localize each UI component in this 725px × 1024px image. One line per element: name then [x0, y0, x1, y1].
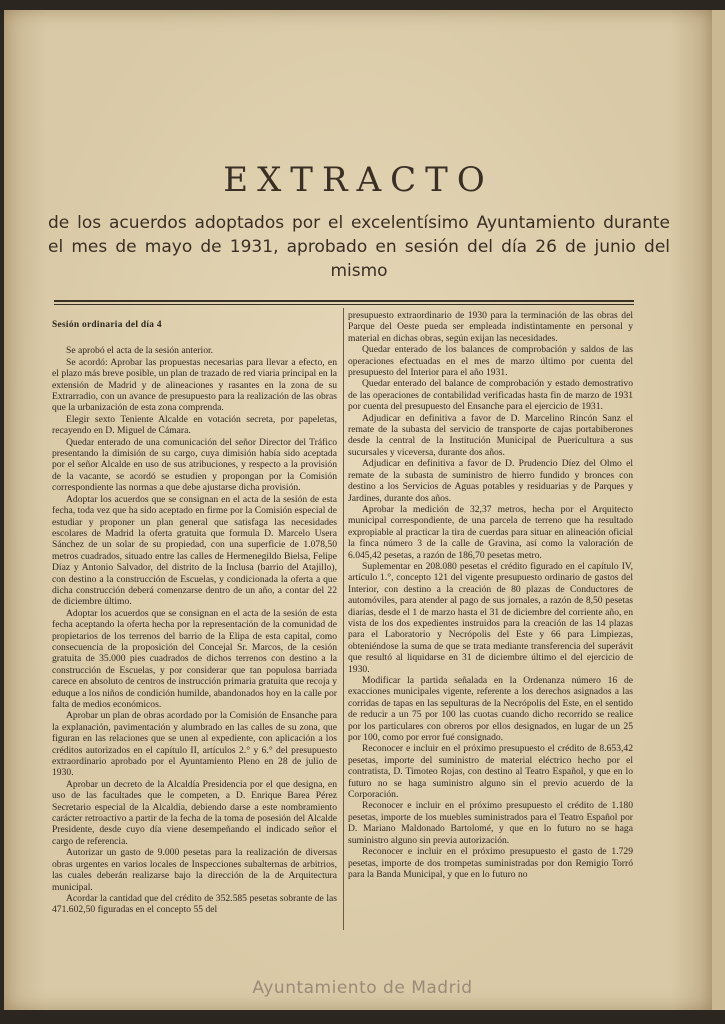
paragraph: Suplementar en 208.080 pesetas el crédito figurado en el capítulo IV, artículo 1.°, concepto 121 del vigente presupuesto ordinario de gastos del Interior, con destino a la creación de 80 plazas de Conductores de automóviles, para atender al pago de sus jornales, a razón de 8,50 pesetas diarias, desde el 1 de marzo hasta el 31 de diciembre del corriente año, en vista de los dos expedientes instruidos para la creación de las 14 plazas para el Laboratorio y Necrópolis del Este y 66 para Limpiezas, obteniéndose la suma de que se trata mediante transferencia del superávit que resultó al liquidarse en 31 de diciembre último el del ejercicio de 1930.	[348, 560, 633, 675]
left-column	[52, 320, 337, 945]
paragraph: presupuesto extraordinario de 1930 para la terminación de las obras del Parque del Oeste pueda ser empleada indistintamente en personal y material en dichas obras, según exijan las necesidades.	[348, 310, 633, 344]
paragraph: Autorizar un gasto de 9.000 pesetas para la realización de diversas obras urgentes en varios locales de Inspecciones subalternas de arbitrios, las cuales deberán realizarse bajo la dirección de la de Arquitectura municipal.	[52, 847, 337, 893]
paragraph: Aprobar un decreto de la Alcaldía Presidencia por el que designa, en uso de las facultades que le competen, a D. Enrique Barea Pérez Secretario especial de la Alcaldía, debiendo darse a este nombramiento carácter retroactivo a partir de la fecha de la toma de posesión del Alcalde Presidente, desde cuyo día viene desempeñando el indicado señor el cargo de referencia.	[52, 778, 337, 847]
title-rule-thin	[54, 304, 634, 305]
paragraph: Quedar enterado del balance de comprobación y estado demostrativo de las operaciones de contabilidad verificadas hasta fin de marzo de 1931 por cuenta del presupuesto del Ensanche para el ejercicio de 1931.	[348, 378, 633, 413]
paragraph: Quedar enterado de los balances de comprobación y saldos de las operaciones efectuadas en el mes de marzo último por cuenta del presupuesto del Interior para el año 1931.	[348, 344, 633, 379]
paragraph: Elegir sexto Teniente Alcalde en votación secreta, por papeletas, recayendo en D. Miguel de Cámara.	[52, 413, 337, 437]
column-divider	[343, 308, 344, 930]
paragraph: Adjudicar en definitiva a favor de D. Marcelino Rincón Sanz el remate de la subasta del servicio de transporte de cajas portabiberones desde la central de la Institución Municipal de Puericultura a sus sucursales y viceversa, durante dos años.	[348, 412, 633, 458]
paragraph: Acordar la cantidad que del crédito de 352.585 pesetas sobrante de las 471.602,50 figuradas en el concepto 55 del	[52, 892, 337, 916]
title-rule	[54, 300, 634, 302]
document-page	[4, 10, 713, 1010]
document-subtitle: de los acuerdos adoptados por el excelentísimo Ayuntamiento durante el mes de mayo de 1931, aprobado en sesión del día 26 de junio del mismo	[48, 213, 670, 281]
paragraph: Adoptar los acuerdos que se consignan en el acta de la sesión de esta fecha aceptando la oferta hecha por la representación de la comunidad de propietarios de los terrenos del barrio de la Elipa de esta capital, como consecuencia de la proposición del Concejal Sr. Marcos, de la cesión gratuita de 35.000 pies cuadrados de dichos terrenos con destino a la construcción de Escuelas, y por considerar que tan populosa barriada carece en absoluto de centros de instrucción primaria gratuita que recoja y eduque a los niños de condición humilde, abandonados hoy en la calle por falta de medios económicos.	[52, 607, 337, 710]
paragraph: Modificar la partida señalada en la Ordenanza número 16 de exacciones municipales vigente, referente a los derechos asignados a las corridas de tapas en las sepulturas de la Necrópolis del Este, en el sentido de reducir a un 75 por 100 las cuotas cuando dicho recorrido se realice por los particulares con obreros por ellos designados, en lugar de un 25 por 100, como por error fué consignado.	[348, 675, 633, 744]
page-edge	[712, 10, 725, 1010]
paragraph: Adoptar los acuerdos que se consignan en el acta de la sesión de esta fecha, toda vez que ha sido aceptado en firme por la Comisión especial de estudiar y proponer un plan general que satisfaga las necesidades escolares de Madrid la oferta gratuita que formula D. Marcelo Usera Sánchez de un solar de su propiedad, con una superficie de 1.078,50 metros cuadrados, situado entre las calles de Hermenegildo Bielsa, Felipe Díaz y Antonio Salvador, del distrito de la Inclusa (barrio del Atajillo), con destino a la construcción de Escuelas, y condicionada la oferta a que dicha construcción deberá comenzarse dentro de un año, a contar del 22 de diciembre último.	[52, 493, 337, 608]
paragraph: Reconocer e incluir en el próximo presupuesto el gasto de 1.729 pesetas, importe de dos trompetas suministradas por don Remigio Torró para la Banda Municipal, y que en lo futuro no	[348, 846, 633, 880]
paragraph: Quedar enterado de una comunicación del señor Director del Tráfico presentando la dimisión de su cargo, cuya dimisión había sido aceptada por el señor Alcalde en uso de sus atribuciones, y respecto a la provisión de la vacante, se acordó se estudien y propongan por la Comisión correspondiente las normas a que debe ajustarse dicha provisión.	[52, 436, 337, 494]
paragraph: Adjudicar en definitiva a favor de D. Prudencio Díez del Olmo el remate de la subasta de suministro de hierro fundido y bronces con destino a los Servicios de Aguas potables y residuarias y de Parques y Jardines, durante dos años.	[348, 458, 633, 504]
watermark: Ayuntamiento de Madrid	[252, 978, 473, 998]
session-heading: Sesión ordinaria del día 4	[52, 320, 162, 330]
document-title: EXTRACTO	[223, 160, 494, 200]
paragraph: Reconocer e incluir en el próximo presupuesto el crédito de 1.180 pesetas, importe de los muebles suministrados para el Teatro Español por D. Mariano Maldonado Bartolomé, y que en lo futuro no se haga suministro alguno sin previa autorización.	[348, 800, 633, 846]
paragraph: Aprobar un plan de obras acordado por la Comisión de Ensanche para la explanación, pavimentación y alumbrado en las calles de su zona, que figuran en las relaciones que se unen al expediente, con aplicación a los créditos autorizados en el capítulo II, artículos 2.° y 6.° del presupuesto extraordinario aprobado por el Ayuntamiento Pleno en 28 de julio de 1930.	[52, 710, 337, 779]
paragraph: Se aprobó el acta de la sesión anterior.	[66, 345, 214, 357]
paragraph: Se acordó: Aprobar las propuestas necesarias para llevar a efecto, en el plazo más breve posible, un plan de trazado de red viaria principal en la extensión de Madrid y de alineaciones y rasantes en la zona de su Extrarradio, con un avance de presupuesto para la realización de las obras que la urbanización de esta zona comprenda.	[52, 356, 337, 414]
right-column	[348, 310, 633, 935]
paragraph: Aprobar la medición de 32,37 metros, hecha por el Arquitecto municipal correspondiente, de una parcela de terreno que ha resultado expropiable al practicar la tira de cuerdas para situar en alineación oficial la finca número 3 de la calle de Gravina, así como la valoración de 6.045,42 pesetas, a razón de 186,70 pesetas metro.	[348, 503, 633, 561]
paragraph: Reconocer e incluir en el próximo presupuesto el crédito de 8.653,42 pesetas, importe del suministro de material eléctrico hecho por el contratista, D. Timoteo Rojas, con destino al Teatro Español, y que en lo futuro no se haga suministro alguno sin el previo acuerdo de la Corporación.	[348, 743, 633, 801]
